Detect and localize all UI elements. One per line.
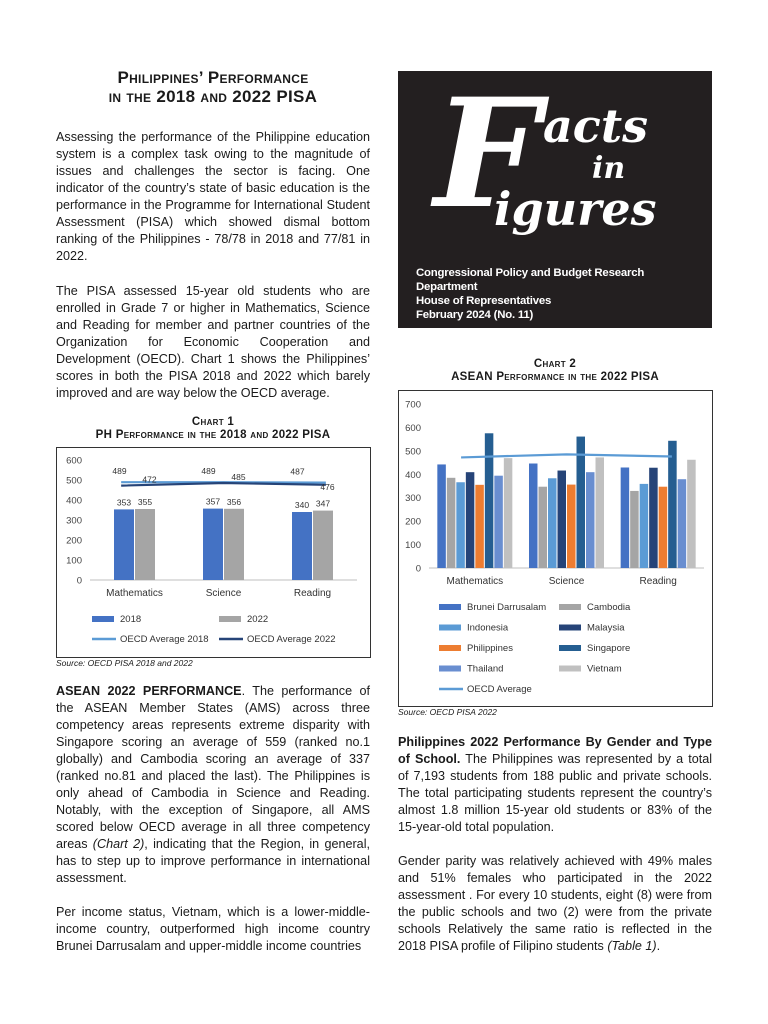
bar-vietnam-science [596,457,605,568]
bar-brunei-darrusalam-science [529,464,538,568]
bar-cambodia-reading [630,491,639,568]
chart1-label: Chart 1 [191,416,235,428]
x-tick-label-mathematics: Mathematics [106,588,163,599]
bar-2018-science [203,509,223,580]
line-value-label: 489 [112,466,127,477]
legend-swatch-malaysia [559,625,581,631]
bar-2022-science [224,509,244,580]
legend-swatch-vietnam [559,666,581,672]
y-tick-label: 700 [405,399,421,411]
bar-value-label: 356 [226,496,242,507]
masthead-word-acts: acts [543,99,648,153]
legend-swatch-brunei-darrusalam [439,604,461,610]
chart2-heading [398,358,712,384]
parity-table-ref: (Table 1) [607,939,657,953]
bar-brunei-darrusalam-reading [621,467,630,568]
bar-singapore-science [577,437,586,568]
bar-philippines-mathematics [475,485,484,568]
legend-label-thailand: Thailand [467,663,504,675]
y-tick-label: 100 [66,555,82,567]
legend-label-2022: 2022 [247,614,269,625]
line-value-label: 472 [142,474,157,485]
x-tick-label-science: Science [205,588,242,599]
line-value-label: 489 [201,466,216,477]
parity-text-b: . [656,939,661,953]
bar-vietnam-mathematics [504,458,512,568]
legend-swatch-2022 [219,616,241,622]
masthead-org: Congressional Policy and Budget Research Department [416,267,645,293]
chart1-svg [57,448,370,657]
line-value-label: 476 [320,481,335,492]
bar-indonesia-reading [640,484,649,568]
facts-in-figures-masthead [398,71,712,328]
legend-swatch-thailand [439,666,461,672]
masthead-house: House of Representatives [416,295,552,307]
bar-vietnam-reading [687,460,696,568]
chart2-title: ASEAN Performance in the 2022 PISA [451,371,659,383]
y-tick-label: 200 [66,535,82,547]
masthead-word-igures: igures [494,182,657,236]
chart2-label: Chart 2 [533,358,577,370]
legend-label-philippines: Philippines [467,643,513,654]
asean-chart-ref: (Chart 2) [92,837,145,851]
bar-thailand-reading [678,479,687,568]
article-title-line1: Philippines’ Performance [117,68,309,87]
y-tick-label: 400 [405,469,421,481]
legend-label-oecd-average: OECD Average [467,684,532,695]
legend-swatch-cambodia [559,604,581,610]
chart2-box [398,390,713,707]
parity-paragraph [398,853,712,955]
bar-thailand-mathematics [494,476,503,568]
chart1-title: PH Performance in the 2018 and 2022 PISA [95,429,331,441]
legend-swatch-2018 [92,616,114,622]
asean-text-b: , indicating that the Region, in general, has to step up to improve performance in international assessment. [56,837,370,885]
legend-swatch-philippines [439,645,461,651]
masthead-word-in: in [592,151,626,186]
bar-value-label: 347 [315,498,331,509]
bar-value-label: 357 [205,496,221,507]
legend-label-malaysia: Malaysia [587,622,625,634]
bar-cambodia-science [539,487,548,568]
legend-swatch-singapore [559,645,581,651]
legend-label-vietnam: Vietnam [587,663,622,675]
y-tick-label: 0 [415,563,421,575]
article-title [56,68,370,106]
legend-label-brunei-darrusalam: Brunei Darrusalam [467,602,547,613]
article-title-line2: in the 2018 and 2022 PISA [108,87,318,106]
bar-value-label: 340 [294,500,310,510]
masthead-credits [416,266,708,322]
income-paragraph: Per income status, Vietnam, which is a lower-middle-income country, outperformed high income country Brunei Darrusalam and upper-middle income countries [56,905,370,953]
bar-philippines-reading [659,487,668,568]
y-tick-label: 300 [66,515,82,527]
x-tick-label-reading: Reading [293,588,332,599]
intro-paragraph: Assessing the performance of the Philippine education system is a complex task owing to the magnitude of issues and challenges the sector is facing. One indicator of the country’s state of basic education is the performance in the Programme for International Student Assessment (PISA) which showed dismal bottom ranking of the Philippines - 78/78 in 2018 and 77/81 in 2022. [56,130,370,263]
bar-singapore-reading [668,441,677,568]
bar-2022-mathematics [135,509,155,580]
legend-label-oecd-average-2018: OECD Average 2018 [120,634,209,645]
asean-text-a: . The performance of the ASEAN Member States (AMS) across three competency areas represents extreme disparity with Singapore scoring an average of 559 (ranked no.1 globally) and Cambodia scoring an average of 337 (ranked no.81 and placed the last). The Philippines is only ahead of Cambodia in Science and Reading. Notably, with the exception of Singapore, all AMS scored below OECD average in all three competency areas [56,684,370,851]
chart1-source: Source: OECD PISA 2018 and 2022 [56,658,193,668]
y-tick-label: 400 [66,495,82,507]
legend-label-indonesia: Indonesia [467,622,509,634]
chart1-heading [56,416,370,442]
x-tick-label-reading: Reading [639,576,677,587]
masthead-issue: February 2024 (No. 11) [416,309,534,321]
parity-text-a: Gender parity was relatively achieved with 49% males and 51% females who participated in the 2022 assessment . For every 10 students, eight (8) were from the public schools and two (2) were from the private schools Relatively the same ratio is reflected in the 2018 PISA profile of Filipino students [398,854,712,953]
gender-heading: Philippines 2022 Performance By Gender and Type of School. [398,735,712,766]
x-tick-label-mathematics: Mathematics [446,576,504,587]
gender-paragraph [398,734,712,836]
y-tick-label: 300 [405,493,421,505]
legend-label-oecd-average-2022: OECD Average 2022 [247,634,336,645]
asean-paragraph [56,683,370,887]
bar-value-label: 353 [116,497,132,508]
bar-singapore-mathematics [485,433,494,568]
bar-cambodia-mathematics [447,478,456,568]
y-tick-label: 500 [405,446,421,458]
legend-label-2018: 2018 [120,614,142,625]
asean-heading: ASEAN 2022 PERFORMANCE [56,684,242,698]
bar-malaysia-mathematics [466,472,475,568]
y-tick-label: 600 [405,422,421,434]
chart1-box [56,447,371,658]
bar-indonesia-mathematics [456,482,464,568]
bar-malaysia-reading [649,468,658,568]
bar-2018-mathematics [114,509,134,580]
y-tick-label: 500 [66,475,82,487]
bar-2018-reading [292,512,312,580]
bar-2022-reading [313,511,333,580]
y-tick-label: 200 [405,516,421,528]
bar-brunei-darrusalam-mathematics [437,464,446,568]
y-tick-label: 600 [66,455,82,467]
bar-philippines-science [567,485,576,568]
gender-text: The Philippines was represented by a total of 7,193 students from 188 public and private schools. The total participating students represent the country’s almost 1.8 million 15-year old students or 83% of the 15-year-old total population. [398,752,712,834]
line-value-label: 485 [231,472,246,482]
bar-thailand-science [586,472,595,568]
chart2-source: Source: OECD PISA 2022 [398,707,497,717]
bar-indonesia-science [548,478,557,568]
legend-label-cambodia: Cambodia [587,602,631,613]
pisa-paragraph: The PISA assessed 15-year old students who are enrolled in Grade 7 or higher in Mathematics, Science and Reading for member and partner countries of the Organization for Economic Cooperation and Development (OECD). Chart 1 shows the Philippines’ scores in both the PISA 2018 and 2022 which barely improved and are way below the OECD average. [56,284,370,400]
legend-label-singapore: Singapore [587,643,631,654]
masthead-big-f: F [434,71,541,242]
legend-swatch-indonesia [439,625,461,631]
bar-value-label: 355 [137,497,153,507]
chart2-svg [399,391,712,706]
x-tick-label-science: Science [548,576,585,587]
y-tick-label: 100 [405,540,421,552]
bar-malaysia-science [558,471,567,568]
y-tick-label: 0 [76,575,82,587]
line-value-label: 487 [290,466,305,477]
